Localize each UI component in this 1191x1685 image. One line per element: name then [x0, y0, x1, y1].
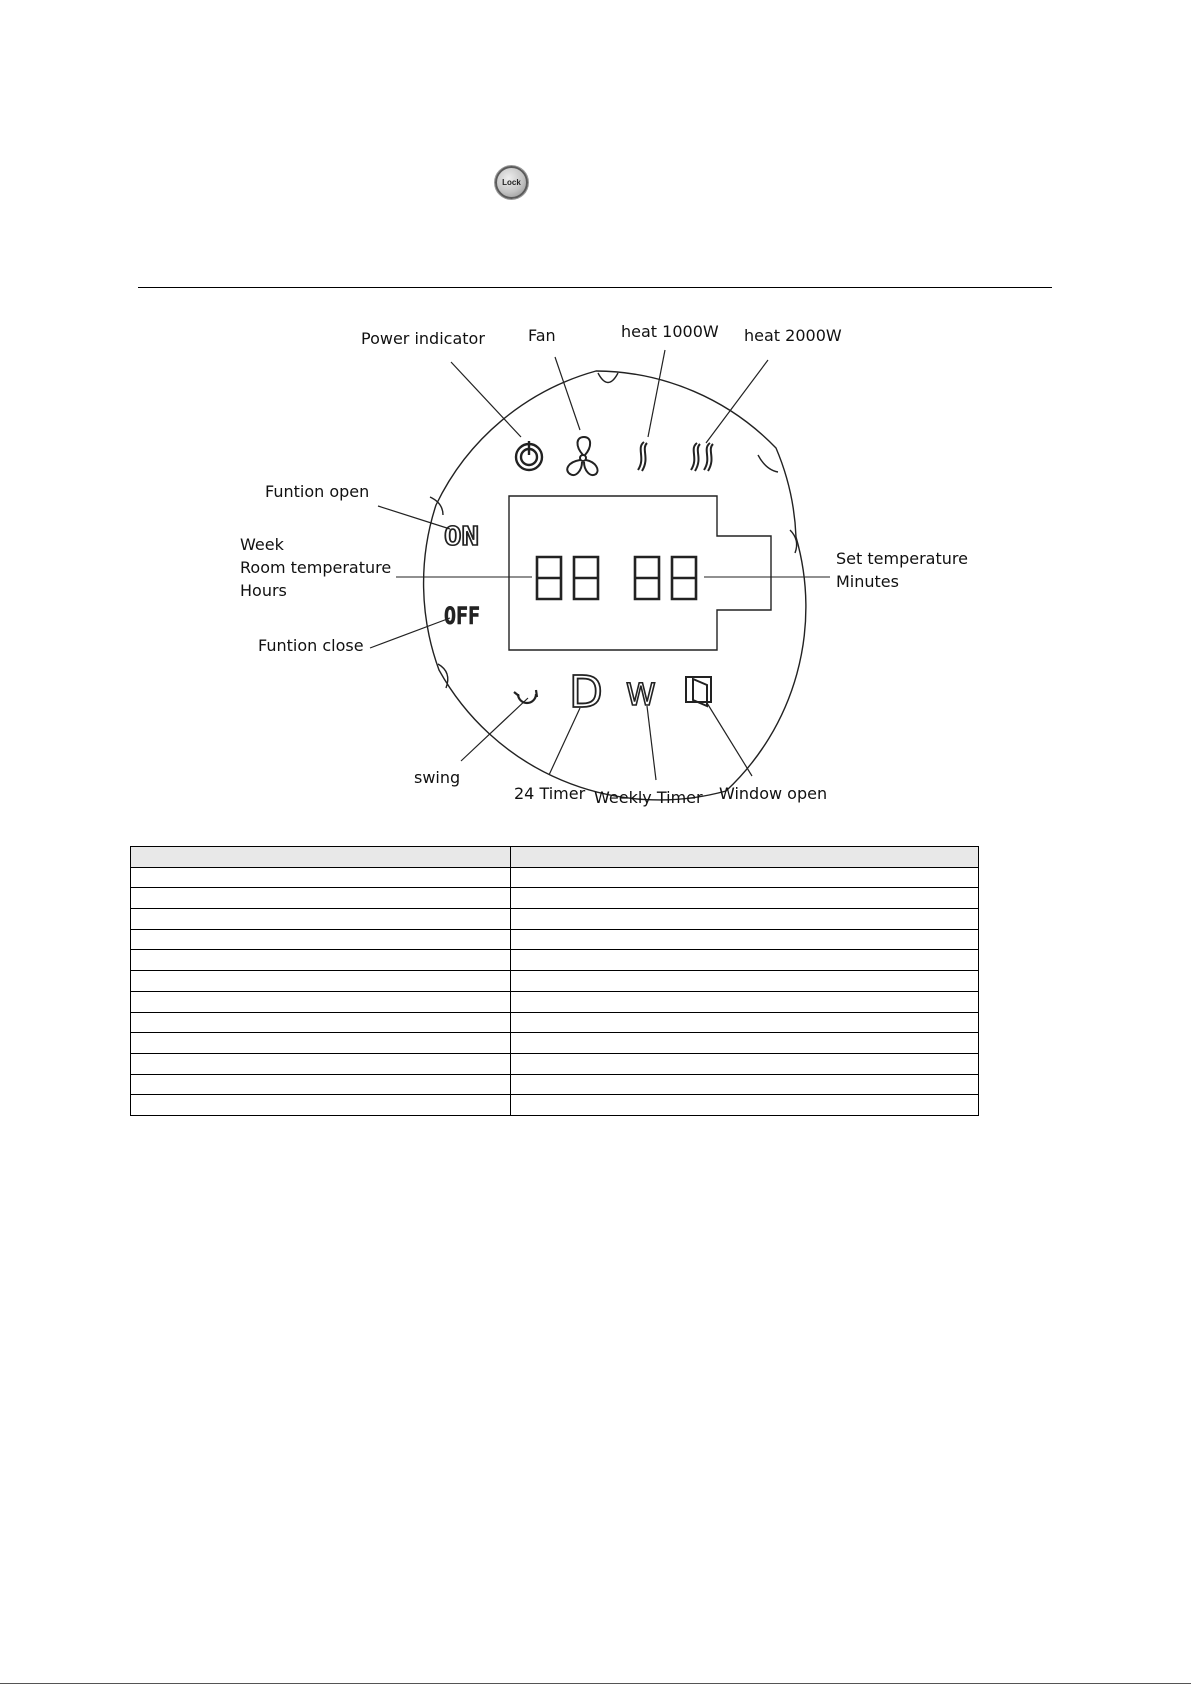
label-fan: Fan	[528, 326, 556, 345]
label-power-indicator: Power indicator	[361, 329, 485, 348]
table-cell-right	[511, 888, 979, 909]
week-timer-letter: W	[626, 678, 656, 713]
table-row	[131, 1033, 979, 1054]
label-function-open: Funtion open	[265, 482, 370, 501]
table-cell-left	[131, 847, 511, 868]
label-function-close: Funtion close	[258, 636, 364, 655]
table-row	[131, 1095, 979, 1116]
table-cell-right	[511, 1095, 979, 1116]
table-row	[131, 909, 979, 930]
table-cell-left	[131, 971, 511, 992]
day-timer-letter: D	[569, 667, 603, 718]
heat-2000w-icon	[691, 443, 713, 471]
spec-table	[130, 846, 979, 1116]
table-row	[131, 888, 979, 909]
table-row	[131, 991, 979, 1012]
label-weekly-timer: Weekly Timer	[594, 788, 703, 807]
label-minutes: Minutes	[836, 572, 899, 591]
panel-right-notch	[758, 455, 778, 472]
table-row	[131, 971, 979, 992]
on-indicator: ON	[444, 522, 479, 552]
label-heat-1000w: heat 1000W	[621, 322, 719, 341]
label-hours: Hours	[240, 581, 287, 600]
table-cell-left	[131, 1074, 511, 1095]
table-cell-left	[131, 929, 511, 950]
table-cell-right	[511, 971, 979, 992]
table-cell-left	[131, 1053, 511, 1074]
table-row	[131, 1053, 979, 1074]
table-cell-right	[511, 909, 979, 930]
label-window-open: Window open	[719, 784, 828, 803]
label-room-temperature: Room temperature	[240, 558, 392, 577]
table-row	[131, 847, 979, 868]
table-cell-left	[131, 1033, 511, 1054]
table-row	[131, 929, 979, 950]
table-cell-left	[131, 1095, 511, 1116]
lcd-display-frame	[509, 496, 771, 650]
table-cell-left	[131, 888, 511, 909]
power-icon	[516, 441, 542, 470]
table-row	[131, 867, 979, 888]
table-cell-right	[511, 847, 979, 868]
table-cell-left	[131, 1012, 511, 1033]
table-cell-left	[131, 909, 511, 930]
table-row	[131, 1012, 979, 1033]
page-bottom-rule	[0, 1683, 1191, 1684]
table-cell-left	[131, 867, 511, 888]
off-indicator: OFF	[444, 602, 480, 630]
panel-top-notch	[598, 373, 618, 383]
table-cell-right	[511, 867, 979, 888]
label-heat-2000w: heat 2000W	[744, 326, 842, 345]
lock-button[interactable]: Lock	[495, 166, 528, 199]
table-row	[131, 950, 979, 971]
table-row	[131, 1074, 979, 1095]
control-panel-diagram	[0, 0, 1191, 840]
window-open-icon	[686, 677, 711, 706]
spec-table-body	[131, 847, 979, 1116]
table-cell-right	[511, 1012, 979, 1033]
table-cell-right	[511, 929, 979, 950]
table-cell-right	[511, 1053, 979, 1074]
panel-left-notch	[430, 497, 443, 515]
table-cell-right	[511, 1074, 979, 1095]
label-set-temperature: Set temperature	[836, 549, 968, 568]
table-cell-right	[511, 950, 979, 971]
table-cell-left	[131, 991, 511, 1012]
table-cell-left	[131, 950, 511, 971]
label-24-timer: 24 Timer	[514, 784, 586, 803]
heat-1000w-icon	[638, 442, 647, 471]
table-cell-right	[511, 1033, 979, 1054]
label-week: Week	[240, 535, 284, 554]
table-cell-right	[511, 991, 979, 1012]
label-swing: swing	[414, 768, 461, 787]
fan-icon	[567, 437, 597, 475]
